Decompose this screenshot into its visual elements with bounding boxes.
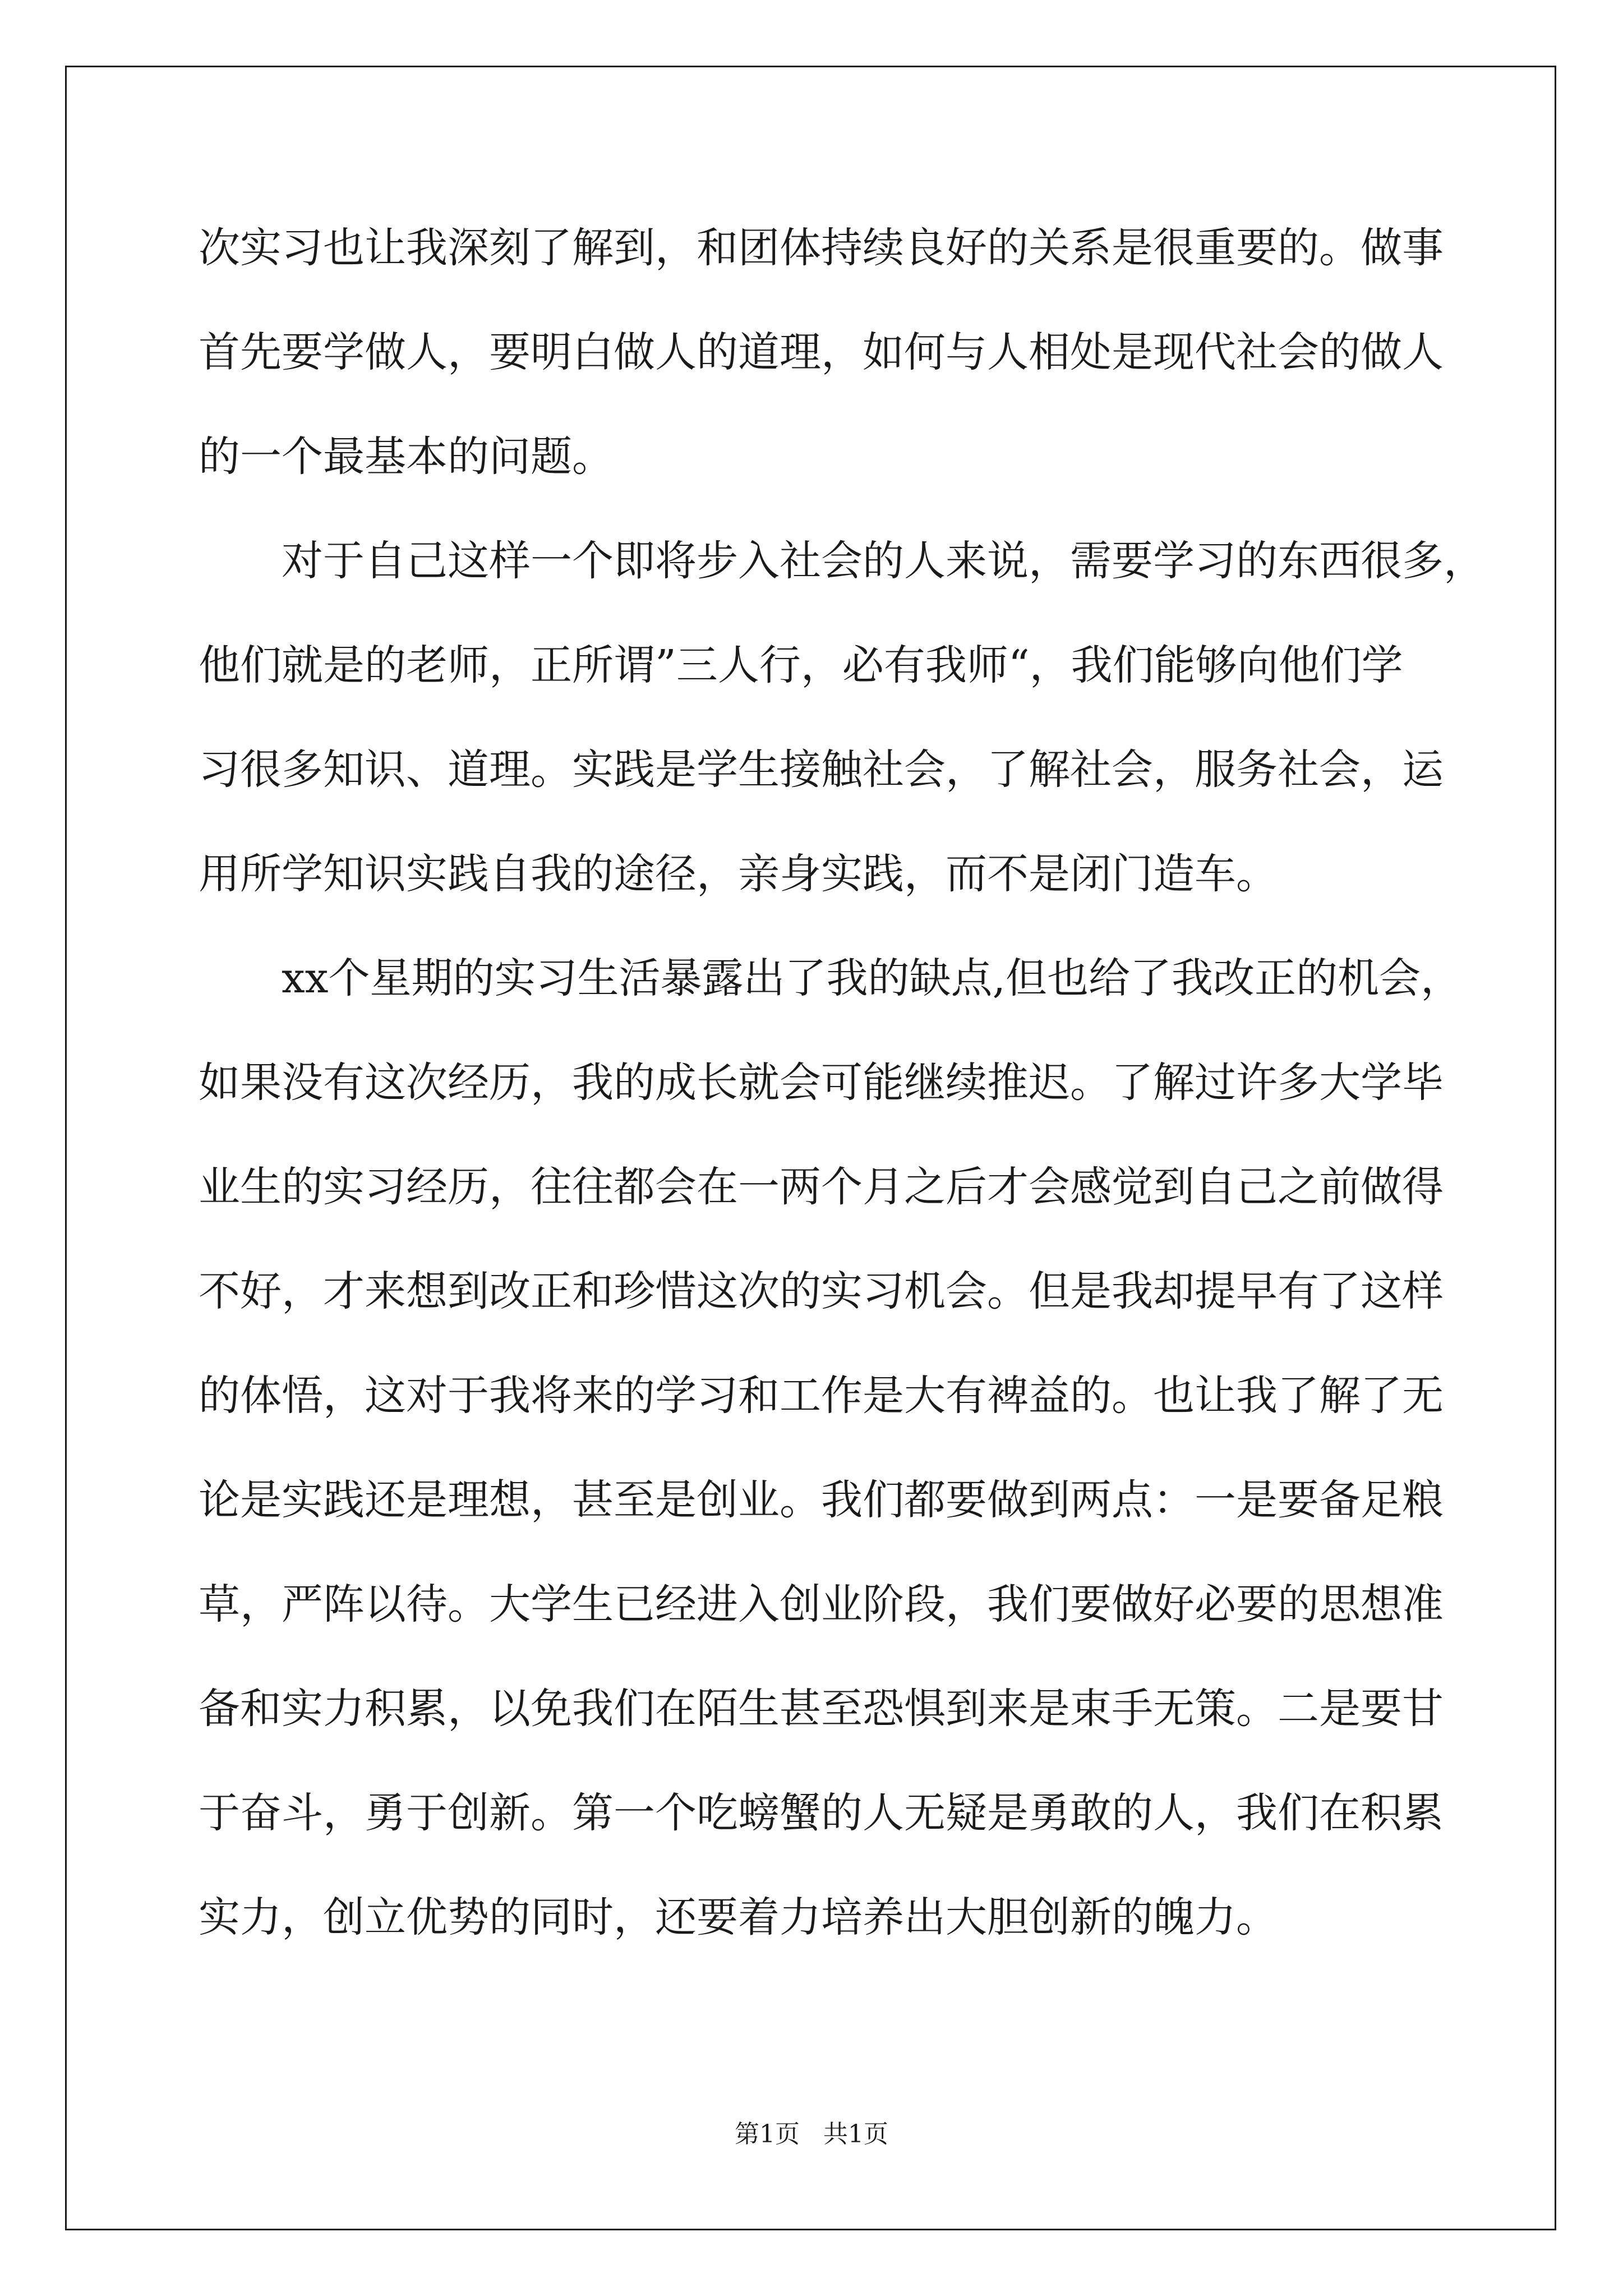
text-line: 用所学知识实践自我的途径，亲身实践，而不是闭门造车。 — [199, 850, 1278, 898]
text-line: 如果没有这次经历，我的成长就会可能继续推迟。了解过许多大学毕 — [199, 1059, 1444, 1107]
text-line: xx个星期的实习生活暴露出了我的缺点,但也给了我改正的机会， — [282, 954, 1462, 1002]
text-line: 他们就是的老师，正所谓”三人行，必有我师“，我们能够向他们学 — [199, 641, 1403, 689]
text-line: 不好，才来想到改正和珍惜这次的实习机会。但是我却提早有了这样 — [199, 1267, 1444, 1315]
text-line: 次实习也让我深刻了解到，和团体持续良好的关系是很重要的。做事 — [199, 224, 1444, 272]
text-line: 的一个最基本的问题。 — [199, 432, 614, 481]
text-line: 实力，创立优势的同时，还要着力培养出大胆创新的魄力。 — [199, 1893, 1278, 1941]
page-number-footer: 第1页 共1页 — [735, 2120, 888, 2148]
text-line: 论是实践还是理想，甚至是创业。我们都要做到两点：一是要备足粮 — [199, 1476, 1444, 1524]
text-line: 草，严阵以待。大学生已经进入创业阶段，我们要做好必要的思想准 — [199, 1580, 1444, 1628]
text-line: 习很多知识、道理。实践是学生接触社会，了解社会，服务社会，运 — [199, 746, 1444, 794]
text-line: 备和实力积累，以免我们在陌生甚至恐惧到来是束手无策。二是要甘 — [199, 1685, 1444, 1733]
text-line: 业生的实习经历，往往都会在一两个月之后才会感觉到自己之前做得 — [199, 1163, 1444, 1211]
text-line: 的体悟，这对于我将来的学习和工作是大有裨益的。也让我了解了无 — [199, 1372, 1444, 1420]
text-line: 于奋斗，勇于创新。第一个吃螃蟹的人无疑是勇敢的人，我们在积累 — [199, 1789, 1444, 1837]
text-line: 对于自己这样一个即将步入社会的人来说，需要学习的东西很多， — [282, 537, 1485, 585]
text-line: 首先要学做人，要明白做人的道理，如何与人相处是现代社会的做人 — [199, 328, 1444, 376]
